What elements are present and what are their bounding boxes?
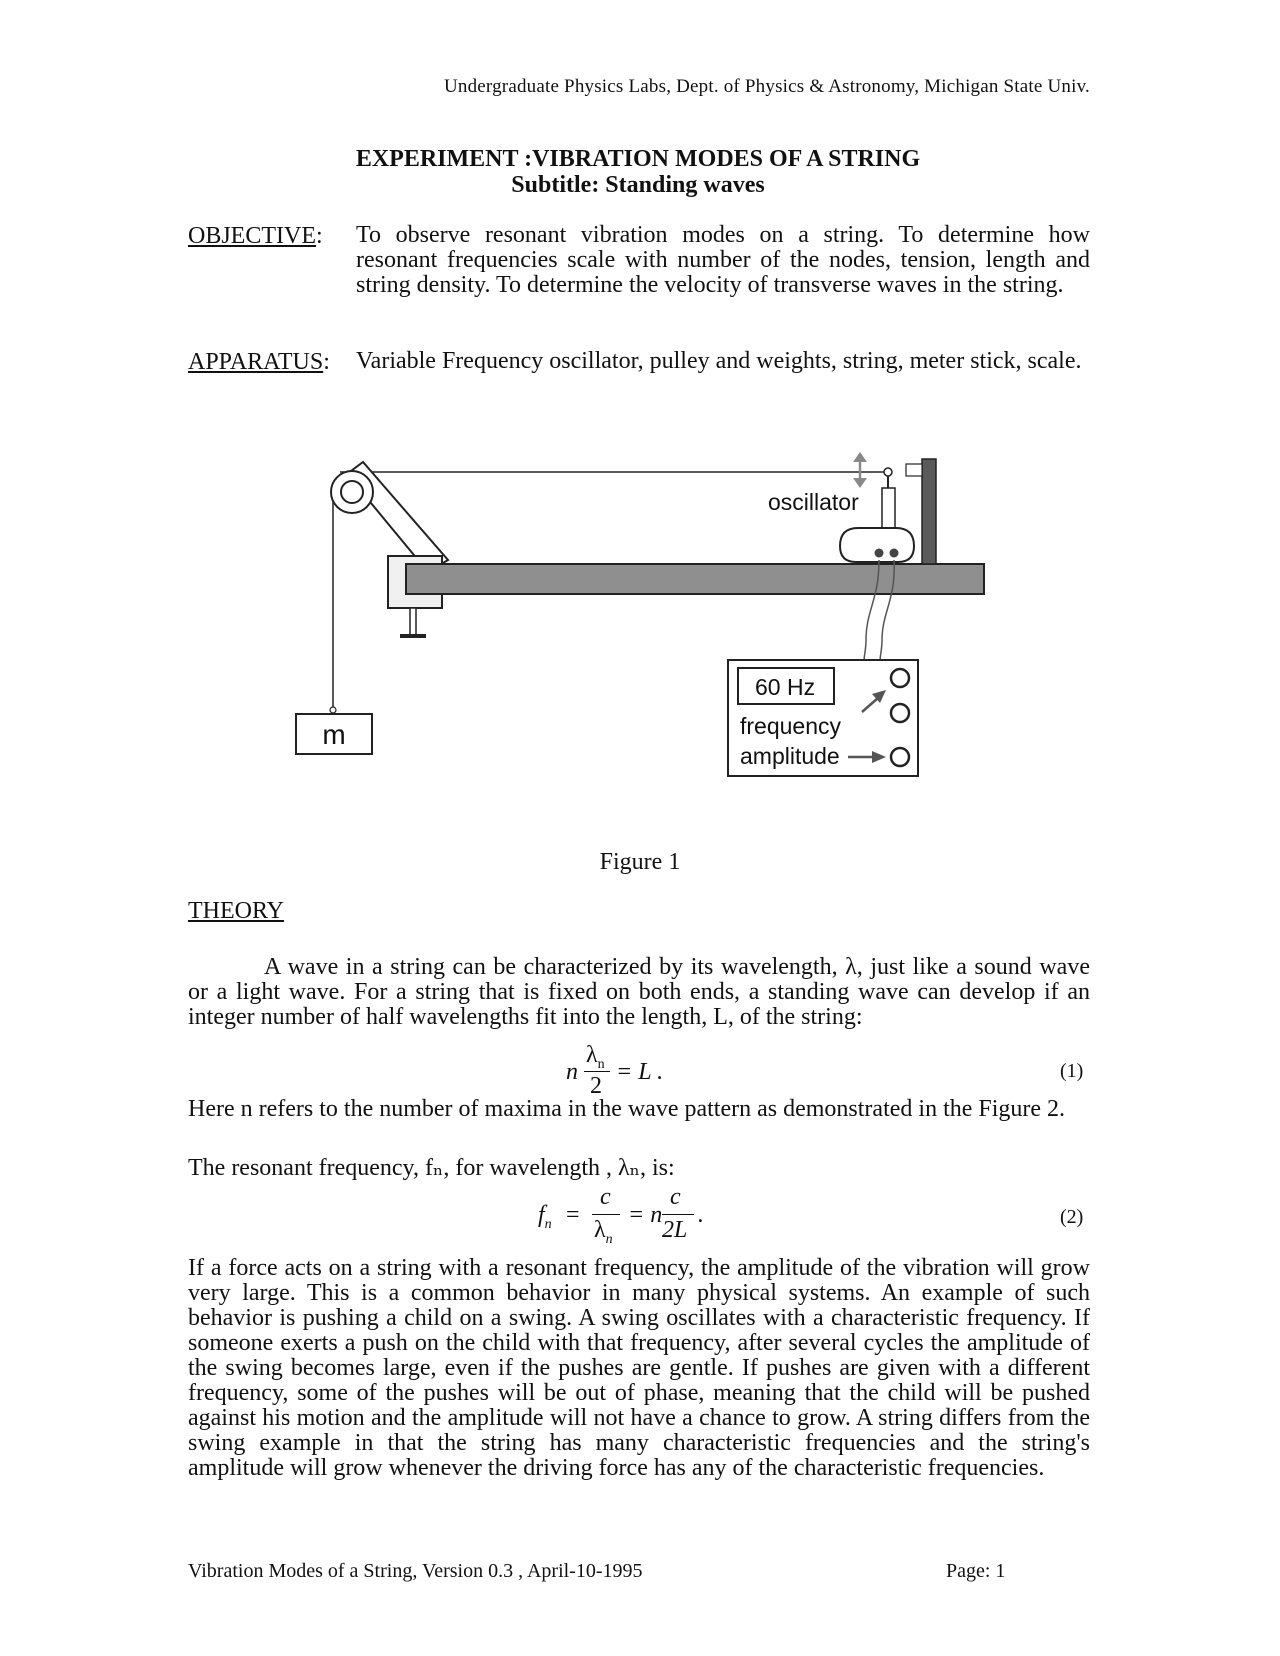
mass-label: m (322, 719, 346, 750)
eq2-f-sub: n (544, 1216, 552, 1232)
equation-1-number: (1) (1060, 1060, 1084, 1082)
footer-version: Vibration Modes of a String, Version 0.3 , April-10-1995 (188, 1560, 643, 1582)
eq2-den1-sub: n (605, 1231, 613, 1247)
eq2-end: . (698, 1202, 704, 1228)
generator-knob-1 (891, 669, 909, 687)
footer-page-number: Page: 1 (946, 1560, 1006, 1582)
end-post-cap (906, 464, 922, 476)
eq1-lambda: λ (586, 1042, 598, 1068)
oscillator-port-2 (890, 549, 899, 558)
eq1-rhs: = L . (616, 1059, 664, 1085)
eq2-den1 (594, 1217, 613, 1248)
apparatus-text: Variable Frequency oscillator, pulley and weights, string, meter stick, scale. (356, 348, 1082, 374)
equation-2-number: (2) (1060, 1206, 1084, 1228)
theory-paragraph-2: If a force acts on a string with a resonant frequency, the amplitude of the vibration will grow very large. This is a common behavior in many physical systems. An example of such behavior is pushing a child on a swing. A swing oscillates with a characteristic frequency. If someone exerts a push on the child with that frequency, after several cycles the amplitude of the swing becomes large, even if the pushes are gentle. If pushes are given with a different frequency, some of the pushes will be out of phase, meaning that the child will be pushed against his motion and the amplitude will not have a chance to grow. A string differs from the swing example in that the string has many characteristic frequencies and the string's amplitude will grow whenever the driving force has any of the characteristic frequencies. (188, 1255, 1090, 1481)
eq1-numerator (586, 1042, 605, 1073)
eq2-num1: c (600, 1184, 611, 1210)
vibration-arrow-icon (853, 452, 867, 488)
theory-paragraph-here: Here n refers to the number of maxima in the wave pattern as demonstrated in the Figure 2. (188, 1096, 1066, 1122)
objective-label-text: OBJECTIVE (188, 223, 316, 249)
objective-text: To observe resonant vibration modes on a string. To determine how resonant frequencies scale with number of the nodes, tension, length and string density. To determine the velocity of transverse waves in the string. (356, 222, 1090, 298)
table-board (406, 564, 984, 594)
eq2-den2: 2L (662, 1217, 688, 1243)
theory-label (188, 898, 284, 925)
eq2-mid: = n (628, 1202, 663, 1228)
eq1-n: n (566, 1059, 578, 1085)
oscillator-label: oscillator (768, 489, 859, 515)
eq2-bar1 (592, 1214, 620, 1215)
page-subtitle: Subtitle: Standing waves (511, 172, 765, 198)
clamp-screw (410, 608, 416, 636)
generator-knob-2 (891, 704, 909, 722)
eq1-fraction-bar (584, 1071, 610, 1072)
frequency-display-value: 60 Hz (755, 674, 816, 700)
oscillator-port-1 (875, 549, 884, 558)
theory-paragraph-1: A wave in a string can be characterized by its wavelength, λ, just like a sound wave or a light wave. For a string that is fixed on both ends, a standing wave can develop if an integer number of half wavelengths fit into the length, L, of the string: (188, 954, 1090, 1030)
apparatus-label-text: APPARATUS (188, 349, 324, 375)
frequency-label: frequency (740, 713, 842, 739)
equation-1 (566, 1042, 706, 1099)
page-title: EXPERIMENT :VIBRATION MODES OF A STRING (355, 146, 921, 172)
oscillator-shaft (882, 488, 895, 528)
eq2-f: f (538, 1202, 545, 1228)
clamp-handle (400, 634, 426, 638)
end-post (922, 459, 936, 564)
equation-2 (538, 1184, 738, 1246)
eq2-num2: c (670, 1184, 681, 1210)
oscillator-pin (884, 468, 892, 476)
eq1-lambda-sub: n (597, 1056, 605, 1072)
eq2-lhs (538, 1202, 552, 1233)
theory-paragraph-resonant: The resonant frequency, fₙ, for wavelength , λₙ, is: (188, 1155, 675, 1181)
eq2-equals-1: = (566, 1202, 580, 1228)
objective-colon: : (316, 223, 323, 249)
apparatus-colon: : (323, 349, 330, 375)
theory-label-text: THEORY (188, 898, 284, 924)
eq1-denominator: 2 (590, 1073, 602, 1099)
generator-knob-3 (891, 748, 909, 766)
eq2-bar2 (662, 1214, 694, 1215)
figure-caption: Figure 1 (599, 849, 681, 875)
amplitude-label: amplitude (740, 743, 840, 769)
hanging-string-knot (330, 707, 336, 713)
eq2-den1-lambda: λ (594, 1217, 606, 1243)
running-header: Undergraduate Physics Labs, Dept. of Physics & Astronomy, Michigan State Univ. (443, 76, 1090, 97)
pulley-axle (341, 481, 363, 503)
